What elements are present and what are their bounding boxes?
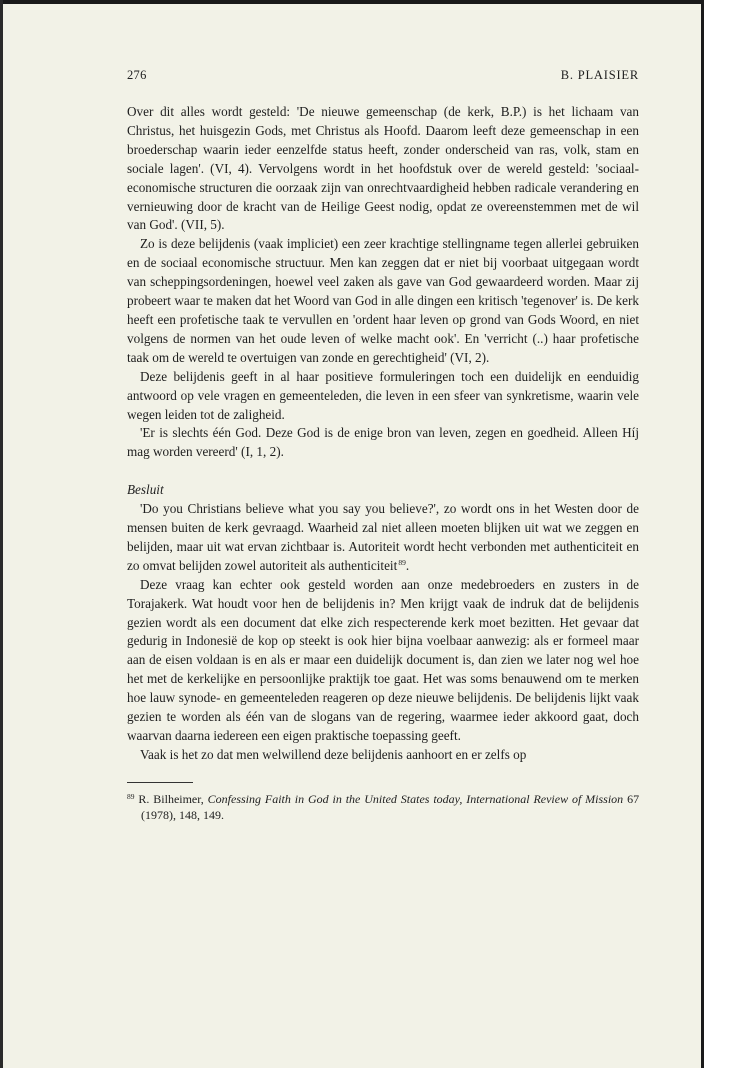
running-head (127, 66, 639, 84)
footnote-journal: Review of Mission (533, 791, 624, 806)
footnote-number: 89 (127, 791, 135, 801)
footnote-reference[interactable]: 89 (398, 557, 406, 567)
paragraph: Vaak is het zo dat men welwillend deze belijdenis aanhoort en er zelfs op (140, 746, 527, 762)
paragraph-text: 'Do you Christians believe what you say you believe?', zo wordt ons in het Westen door de mensen buiten de kerk gevraagd. Waarheid zal niet alleen moeten blijken uit wat we zeggen en belijden, maar uit wat ervan zichtbaar is. Autoriteit wordt hecht verbonden met authenticiteit en zo omvat belijden zowel autoriteit als authenticiteit (127, 501, 639, 573)
section-heading: Besluit (127, 482, 164, 498)
scan-edge-top (0, 0, 704, 4)
page-content (127, 66, 639, 823)
paragraph (127, 500, 639, 576)
paragraph: 'Er is slechts één God. Deze God is de enige bron van leven, zegen en goedheid. Alleen Híj mag worden vereerd' (I, 1, 2). (127, 425, 639, 460)
footnote-divider (127, 782, 193, 783)
running-head-author: B. PLAISIER (560, 68, 639, 82)
footnote-author: R. Bilheimer, (138, 791, 204, 806)
footnote (127, 791, 639, 823)
paragraph: Zo is deze belijdenis (vaak impliciet) een zeer krachtige stellingname tegen allerlei gebruiken en de sociaal economische structuur. Men kan zeggen dat er niet bij voorbaat uitgegaan wordt van scheppingsordeningen, hoewel veel zaken als gave van God gewaardeerd worden. Maar zij probeert waar te maken dat het Woord van God in alle dingen een kritisch 'tegenover' is. De kerk heeft een profetische taak te vervullen en 'ordent haar leven op grond van Gods Woord, en niet volgens de normen van het oude leven of welke macht ook'. En 'verricht (..) haar profetische taak om de wereld te overtuigen van zonde en gerechtigheid' (VI, 2). (127, 236, 639, 365)
paragraph: Deze belijdenis geeft in al haar positieve formuleringen toch een duidelijk en eenduidig antwoord op vele vragen en gemeenteleden, die leven in een sfeer van synkretisme, waarin vele wegen leiden tot de zaligheid. (127, 368, 639, 422)
scan-margin-right (704, 0, 738, 1068)
scan-edge-left (0, 0, 3, 1068)
footnote-citation: 67 (1978), 148, 149. (141, 791, 640, 822)
body-text (127, 103, 639, 765)
paragraph: Deze vraag kan echter ook gesteld worden aan onze medebroeders en zusters in de Torajakerk. Wat houdt voor hen de belijdenis in? Men krijgt vaak de indruk dat de belijdenis gezien wordt als een document dat elke zich respecterende kerk moet bezitten. Het gevaar dat gedurig in Indonesië de kop op steekt is ook hier bijna voelbaar aanwezig: als er formeel maar aan de eisen voldaan is en als er maar een duidelijk document is, dan zien we later nog wel hoe het met de kerkelijke en persoonlijke praktijk toe gaat. Het was soms benauwend om te merken hoe lauw synode- en gemeenteleden reageren op deze nieuwe belijdenis. De belijdenis lijkt vaak gezien te worden als één van de slogans van de regering, waarmee ieder akkoord gaat, doch waarvan daarna iedereen een eigen praktische toepassing geeft. (127, 576, 639, 743)
footnote-title: Confessing Faith in God in the United States today, International (207, 791, 530, 806)
paragraph: Over dit alles wordt gesteld: 'De nieuwe gemeenschap (de kerk, B.P.) is het lichaam van Christus, het huisgezin Gods, met Christus als Hoofd. Daarom leeft deze gemeenschap in een broederschap waarin ieder eenzelfde status heeft, zonder onderscheid van ras, volk, stam en sociale lagen'. (VI, 4). Vervolgens wordt in het hoofdstuk over de wereld gesteld: 'sociaal-economische structuren die oorzaak zijn van onrechtvaardigheid hebben radicale verandering en vernieuwing door de kracht van de Heilige Geest nodig, opdat ze overeenstemmen met de wil van God'. (VII, 5). (127, 104, 639, 233)
page-number: 276 (127, 68, 147, 82)
paragraph-tail: . (405, 557, 410, 573)
